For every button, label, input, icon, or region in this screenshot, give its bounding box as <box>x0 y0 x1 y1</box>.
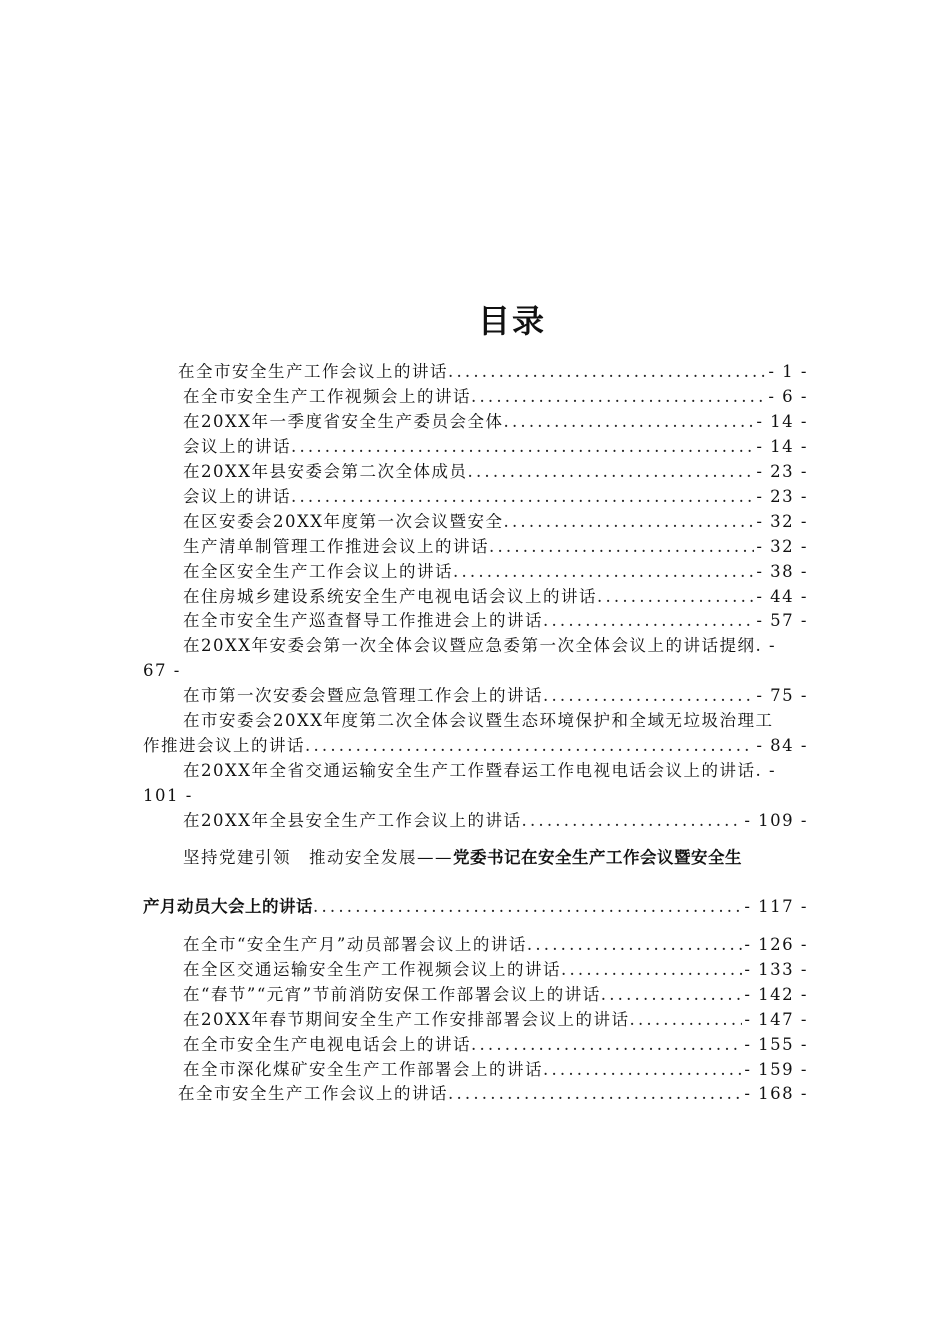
entry-title: 在区安委会20XX年度第一次会议暨安全 <box>183 512 504 531</box>
entry-title: 在全市“安全生产月”动员部署会议上的讲话 <box>183 935 527 954</box>
entry-title: 在全市安全生产工作会议上的讲话 <box>178 362 448 381</box>
entry-page: - 32 - <box>756 512 808 531</box>
entry-page: - 23 - <box>756 487 808 506</box>
toc-title: 目录 <box>477 302 546 340</box>
toc-entry[interactable] <box>183 1058 808 1082</box>
dot-leader <box>597 585 754 609</box>
dot-leader <box>468 460 755 484</box>
entry-page: - 14 - <box>756 412 808 431</box>
entry-title: 在20XX年春节期间安全生产工作安排部署会议上的讲话 <box>183 1010 630 1029</box>
toc-entry[interactable] <box>178 360 808 384</box>
entry-page: - 142 - <box>744 985 808 1004</box>
dot-leader <box>471 1033 742 1057</box>
dot-leader <box>601 983 743 1007</box>
toc-entry[interactable] <box>183 510 808 534</box>
entry-page: - 133 - <box>744 960 808 979</box>
entry-title: 在20XX年县安委会第二次全体成员 <box>183 462 468 481</box>
entry-title: 会议上的讲话 <box>183 487 291 506</box>
entry-page: - 109 - <box>744 811 808 830</box>
entry-page: - 155 - <box>744 1035 808 1054</box>
toc-entry[interactable] <box>183 385 808 409</box>
toc-entry-continuation[interactable] <box>143 734 808 758</box>
dot-leader <box>522 809 743 833</box>
entry-page: - 6 - <box>768 387 808 406</box>
toc-entry-continuation[interactable] <box>143 895 808 919</box>
toc-entry[interactable] <box>183 410 808 434</box>
toc-entry-continuation[interactable] <box>143 784 808 808</box>
toc-entry[interactable] <box>183 933 808 957</box>
entry-page: - 23 - <box>756 462 808 481</box>
dot-leader <box>453 560 754 584</box>
entry-title: 在“春节”“元宵”节前消防安保工作部署会议上的讲话 <box>183 985 601 1004</box>
dot-leader <box>543 1058 742 1082</box>
dot-leader <box>561 958 742 982</box>
entry-title: 在全区交通运输安全生产工作视频会议上的讲话 <box>183 960 561 979</box>
dot-leader <box>305 734 754 758</box>
dot-leader <box>504 510 755 534</box>
entry-page: - 147 - <box>744 1010 808 1029</box>
dot-leader <box>630 1008 743 1032</box>
entry-page: - 84 - <box>756 736 808 755</box>
dot-leader <box>291 435 754 459</box>
entry-page: - 1 - <box>768 362 808 381</box>
toc-entry[interactable] <box>183 560 808 584</box>
entry-title: 会议上的讲话 <box>183 437 291 456</box>
entry-title-bold: 产月动员大会上的讲话 <box>143 897 313 916</box>
toc-entry[interactable] <box>183 634 808 658</box>
toc-entry[interactable] <box>183 435 808 459</box>
entry-title: 在全区安全生产工作会议上的讲话 <box>183 562 453 581</box>
entry-title: 在20XX年安委会第一次全体会议暨应急委第一次全体会议上的讲话提纲. - <box>183 636 777 655</box>
toc-entry-continuation[interactable] <box>143 659 808 683</box>
entry-title: 坚持党建引领 推动安全发展—— <box>183 848 453 867</box>
dot-leader <box>489 535 754 559</box>
toc-entry[interactable] <box>183 585 808 609</box>
dot-leader <box>291 485 754 509</box>
entry-page: - 32 - <box>756 537 808 556</box>
toc-entry[interactable] <box>183 983 808 1007</box>
entry-page: - 44 - <box>756 587 808 606</box>
toc-entry[interactable] <box>183 809 808 833</box>
entry-title: 生产清单制管理工作推进会议上的讲话 <box>183 537 489 556</box>
toc-entry[interactable] <box>183 759 808 783</box>
dot-leader <box>448 1082 742 1106</box>
toc-entry[interactable] <box>183 1033 808 1057</box>
entry-page: - 75 - <box>756 686 808 705</box>
entry-title: 在全市安全生产电视电话会上的讲话 <box>183 1035 471 1054</box>
dot-leader <box>527 933 742 957</box>
dot-leader <box>543 609 754 633</box>
dot-leader <box>448 360 766 384</box>
entry-title: 在20XX年一季度省安全生产委员会全体 <box>183 412 504 431</box>
toc-entry[interactable] <box>183 709 808 733</box>
entry-title: 在全市安全生产巡查督导工作推进会上的讲话 <box>183 611 543 630</box>
toc-entry[interactable] <box>183 535 808 559</box>
entry-title: 在全市安全生产工作会议上的讲话 <box>178 1084 448 1103</box>
entry-title: 在20XX年全省交通运输安全生产工作暨春运工作电视电话会议上的讲话. - <box>183 761 777 780</box>
entry-page: 101 - <box>143 786 193 805</box>
entry-title: 作推进会议上的讲话 <box>143 736 305 755</box>
entry-title: 在全市安全生产工作视频会上的讲话 <box>183 387 471 406</box>
entry-page: - 117 - <box>744 897 808 916</box>
entry-page: - 38 - <box>756 562 808 581</box>
entry-title: 在全市深化煤矿安全生产工作部署会上的讲话 <box>183 1060 543 1079</box>
entry-page: 67 - <box>143 661 181 680</box>
toc-entry[interactable] <box>183 846 808 870</box>
entry-title-bold: 党委书记在安全生产工作会议暨安全生 <box>453 848 742 867</box>
dot-leader <box>543 684 754 708</box>
entry-page: - 14 - <box>756 437 808 456</box>
entry-page: - 159 - <box>744 1060 808 1079</box>
entry-title: 在市第一次安委会暨应急管理工作会上的讲话 <box>183 686 543 705</box>
entry-page: - 126 - <box>744 935 808 954</box>
entry-page: - 168 - <box>744 1084 808 1103</box>
toc-entry[interactable] <box>178 1082 808 1106</box>
toc-entry[interactable] <box>183 1008 808 1032</box>
toc-entry[interactable] <box>183 958 808 982</box>
entry-title: 在20XX年全县安全生产工作会议上的讲话 <box>183 811 522 830</box>
entry-title: 在住房城乡建设系统安全生产电视电话会议上的讲话 <box>183 587 597 606</box>
dot-leader <box>313 895 742 919</box>
dot-leader <box>471 385 766 409</box>
toc-entry[interactable] <box>183 684 808 708</box>
dot-leader <box>504 410 755 434</box>
entry-page: - 57 - <box>756 611 808 630</box>
toc-entry[interactable] <box>183 485 808 509</box>
entry-title: 在市安委会20XX年度第二次全体会议暨生态环境保护和全域无垃圾治理工 <box>183 711 774 730</box>
toc-entry[interactable] <box>183 460 808 484</box>
toc-entry[interactable] <box>183 609 808 633</box>
